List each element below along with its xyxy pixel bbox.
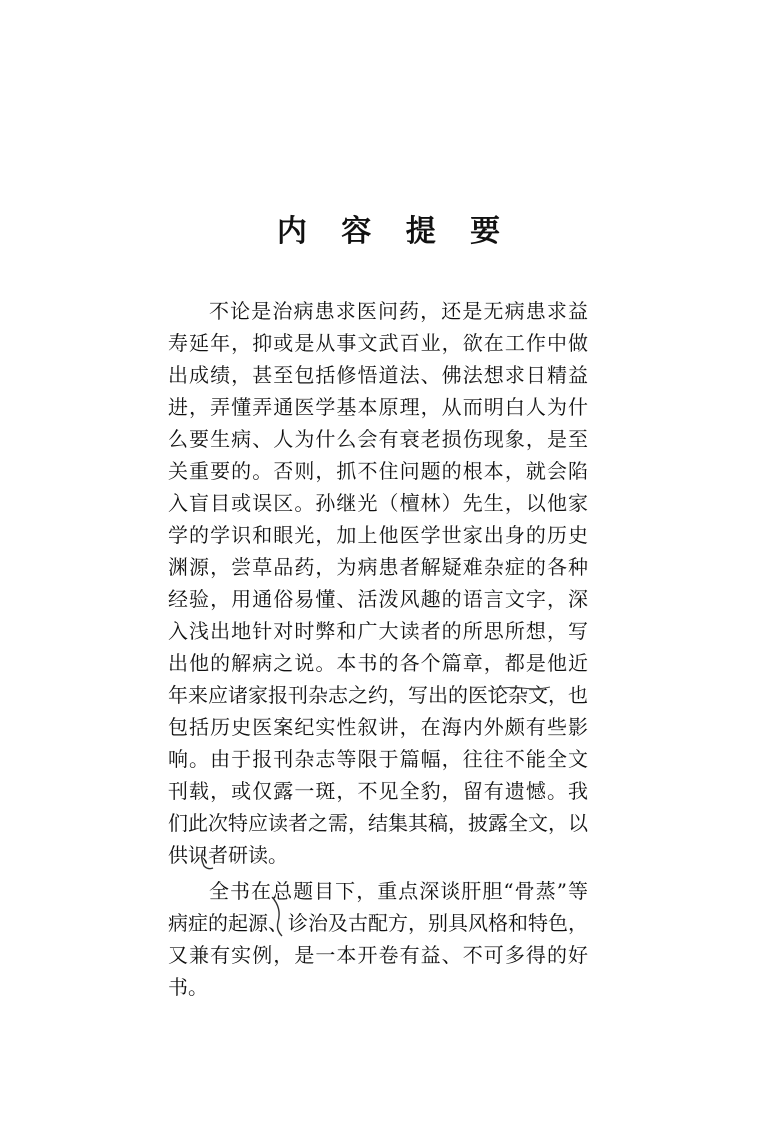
text-line: 们此次特应读者之需，结集其稿，披露全文，以: [168, 811, 588, 835]
text-line: 学的学识和眼光，加上他医学世家出身的历史: [168, 523, 588, 547]
text-line: 刊载，或仅露一斑，不见全豹，留有遗憾。我: [168, 779, 588, 803]
text-line: 经验，用通俗易懂、活泼风趣的语言文字，深: [168, 587, 588, 611]
text-line: 入浅出地针对时弊和广大读者的所思所想，写: [168, 619, 588, 643]
summary-text: [168, 295, 588, 1003]
text-line: 书。: [168, 975, 208, 999]
text-line: 包括历史医案纪实性叙讲，在海内外颇有些影: [168, 715, 588, 739]
text-line: 么要生病、人为什么会有衰老损伤现象，是至: [168, 427, 588, 451]
page-title: 内 容 提 要: [276, 214, 513, 249]
text-line: 渊源，尝草品药，为病患者解疑难杂症的各种: [168, 555, 588, 579]
text-line: 全书在总题目下，重点深谈肝胆“骨蒸”等: [209, 879, 588, 903]
text-line: 寿延年，抑或是从事文武百业，欲在工作中做: [168, 331, 588, 355]
text-line: 不论是治病患求医问药，还是无病患求益: [209, 299, 588, 323]
text-line: 病症的起源、诊治及古配方，别具风格和特色，: [168, 911, 588, 935]
text-line: 关重要的。否则，抓不住问题的根本，就会陷: [168, 459, 588, 483]
text-line: 响。由于报刊杂志等限于篇幅，往往不能全文: [168, 747, 588, 771]
text-line: 入盲目或误区。孙继光（檀林）先生，以他家: [168, 491, 588, 515]
text-line: 又兼有实例，是一本开卷有益、不可多得的好: [168, 943, 588, 967]
text-line: 供识者研读。: [168, 843, 288, 867]
text-line: 年来应诸家报刊杂志之约，写出的医论杂文，也: [168, 683, 588, 707]
text-line: 进，弄懂弄通医学基本原理，从而明白人为什: [168, 395, 588, 419]
text-line: 出成绩，甚至包括修悟道法、佛法想求日精益: [168, 363, 588, 387]
text-line: 出他的解病之说。本书的各个篇章，都是他近: [168, 651, 588, 675]
